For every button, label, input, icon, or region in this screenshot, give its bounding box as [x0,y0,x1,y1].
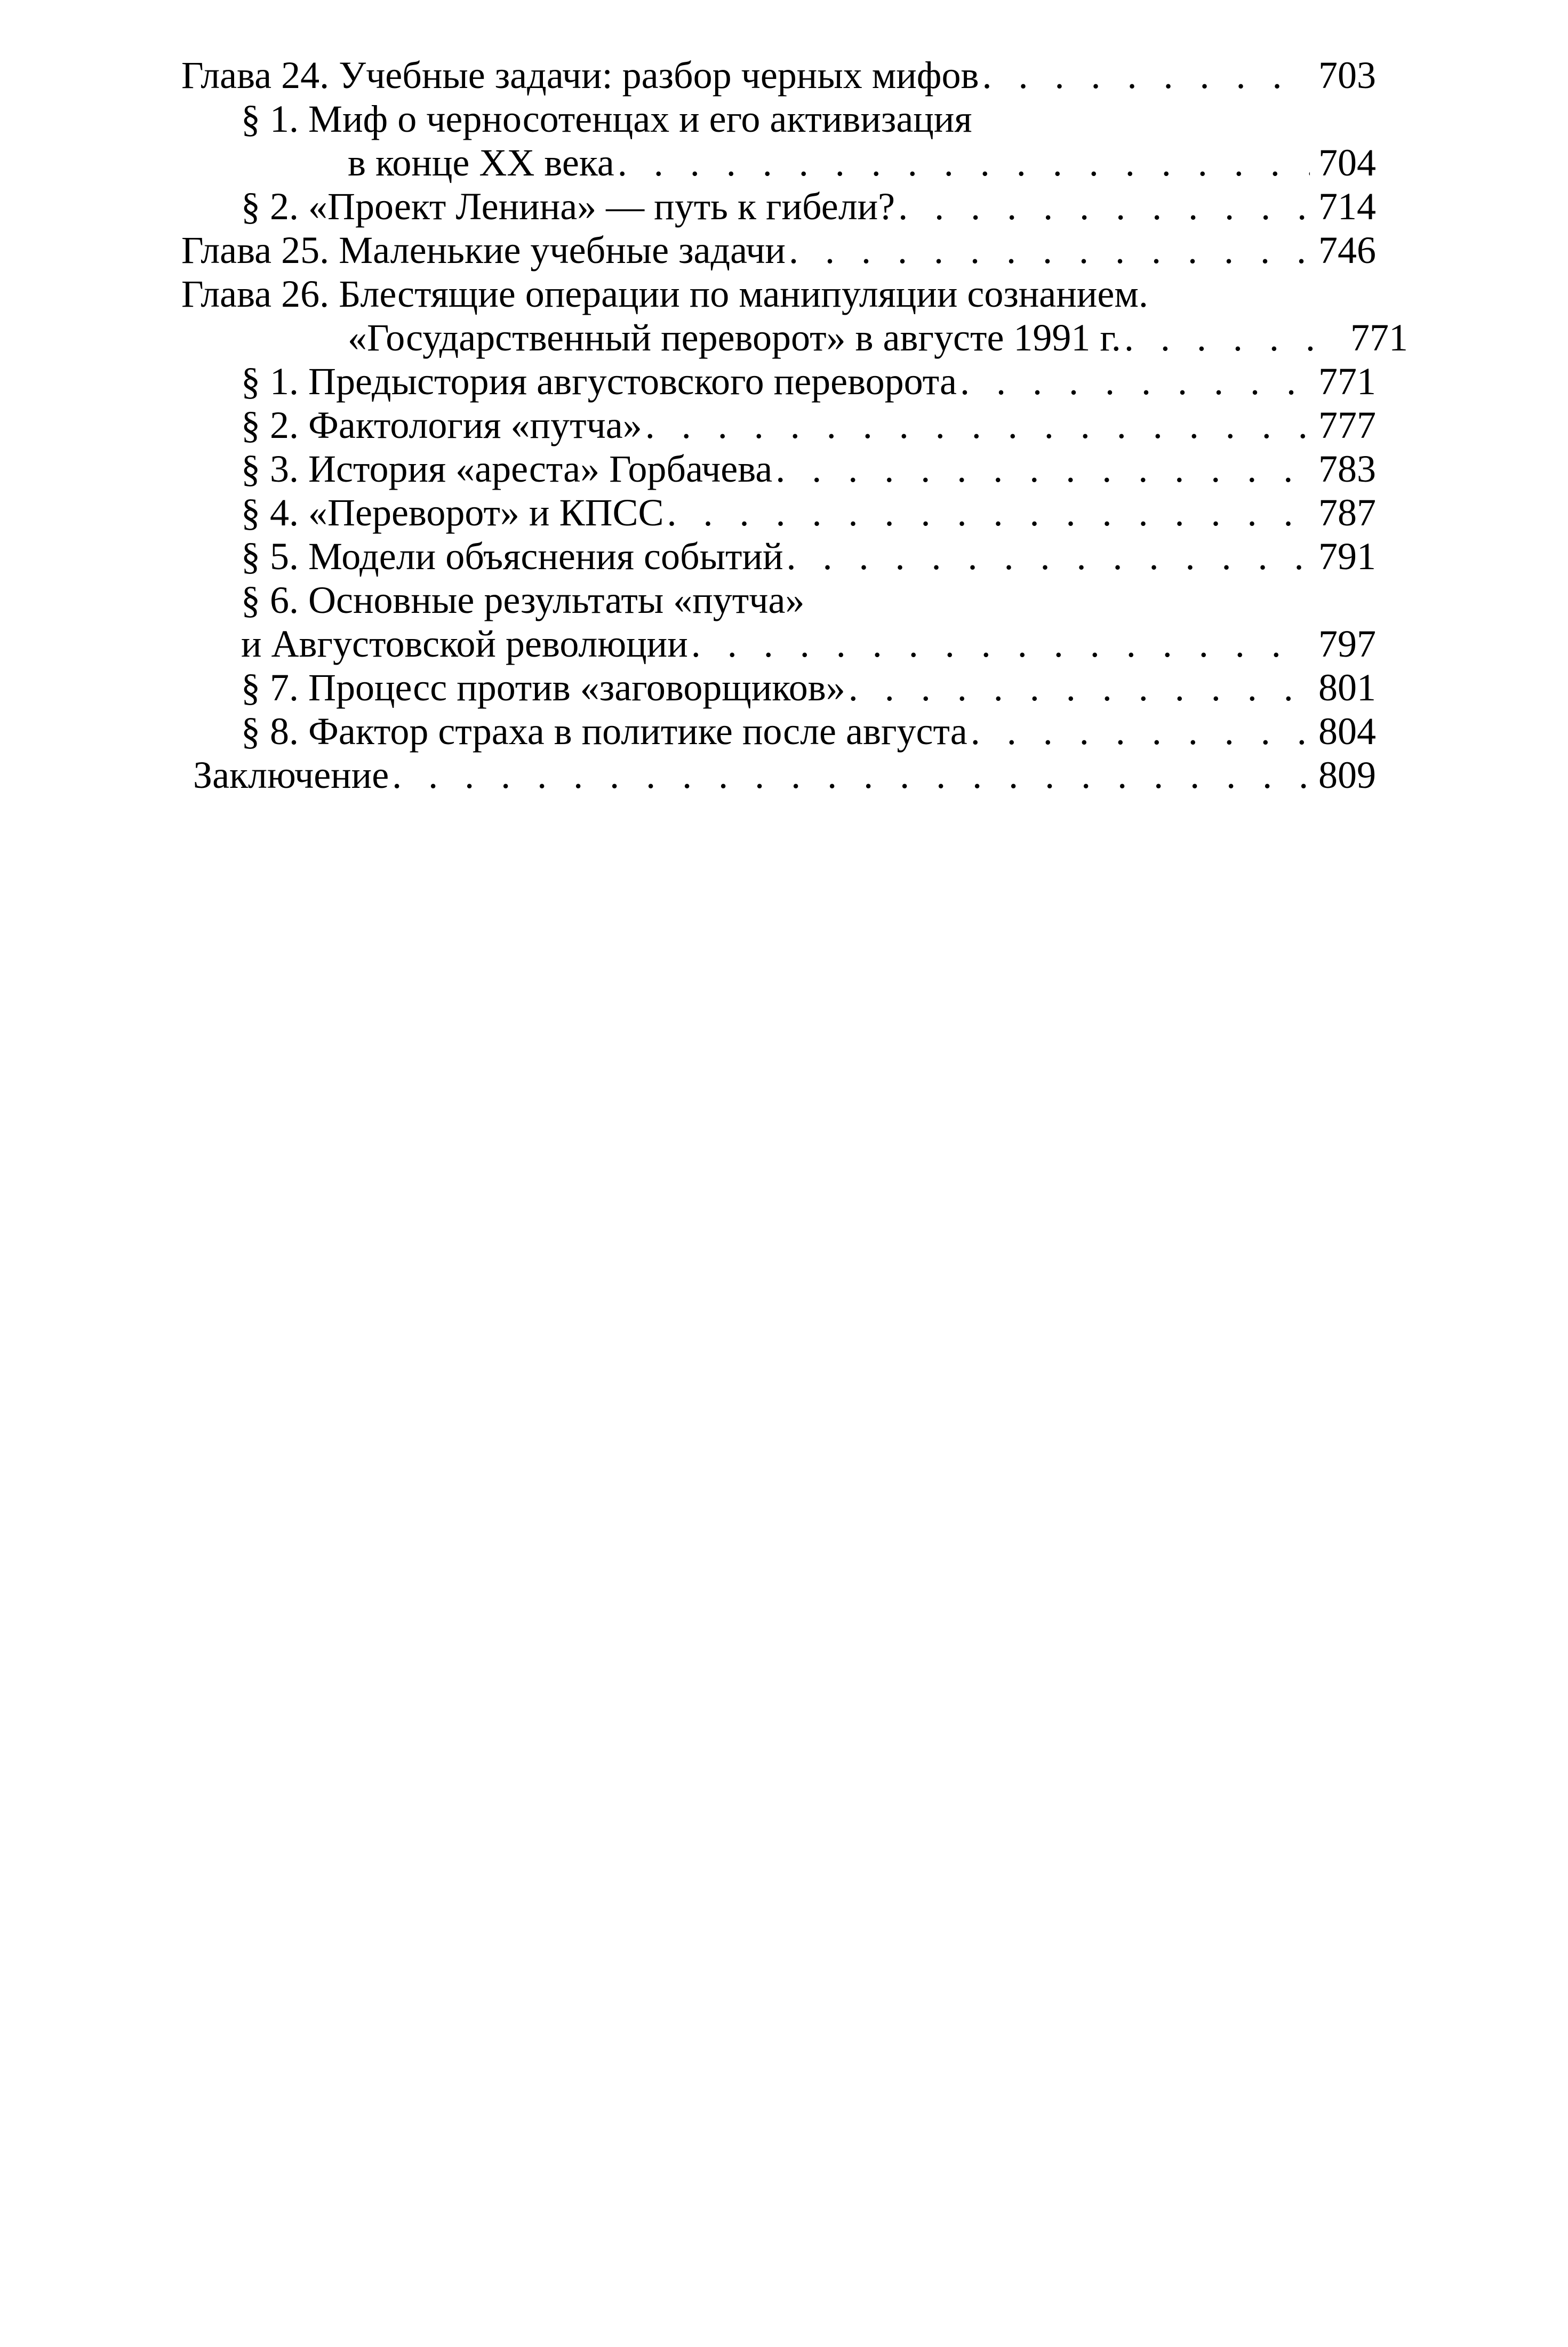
toc-entry-title: § 1. Миф о черносотенцах и его активизация [241,97,975,141]
toc-entry-title: § 4. «Переворот» и КПСС [241,491,667,534]
dot-leader [960,360,1310,403]
toc-entry-title: § 2. Фактология «путча» [241,403,645,447]
toc-entry-chapter-26[interactable] [181,272,1376,316]
toc-entry-continuation[interactable] [181,622,1376,666]
dot-leader [787,534,1310,578]
toc-entry-page: 809 [1318,754,1376,796]
toc-entry-page: 703 [1318,54,1376,97]
dot-leader [898,185,1310,228]
toc-entry-title: § 7. Процесс против «заговорщиков» [241,666,849,709]
toc-entry-page: 704 [1318,141,1376,184]
dot-leader [392,753,1310,797]
toc-entry-section-1[interactable] [181,360,1376,403]
toc-entry-title: и Августовской революции [241,622,691,666]
toc-entry-title: § 1. Предыстория августовского переворота [241,360,960,403]
toc-entry-continuation[interactable] [181,141,1376,185]
toc-entry-section-4[interactable] [181,491,1376,534]
toc-entry-chapter-24[interactable] [181,53,1376,97]
dot-leader [789,228,1310,272]
toc-entry-title: Глава 24. Учебные задачи: разбор черных мифов [181,53,982,97]
toc-entry-title: § 3. История «ареста» Горбачева [241,447,775,491]
dot-leader [849,666,1310,709]
toc-entry-title: Глава 26. Блестящие операции по манипуляции сознанием. [181,272,1151,316]
dot-leader [667,491,1310,534]
toc-entry-page: 791 [1318,535,1376,578]
toc-entry-title: Заключение [193,753,392,797]
toc-entry-page: 797 [1318,622,1376,665]
toc-entry-conclusion[interactable] [181,753,1376,797]
toc-entry-page: 714 [1318,185,1376,228]
toc-entry-section-6[interactable] [181,578,1376,622]
table-of-contents [181,53,1408,797]
toc-entry-title: § 6. Основные результаты «путча» [241,578,807,622]
toc-entry-title: § 2. «Проект Ленина» — путь к гибели? [241,185,898,228]
toc-entry-section-5[interactable] [181,534,1376,578]
toc-entry-section-1[interactable] [181,97,1376,141]
toc-entry-title: в конце XX века [348,141,618,185]
dot-leader [645,403,1310,447]
toc-entry-title: Глава 25. Маленькие учебные задачи [181,228,789,272]
toc-entry-section-2[interactable] [181,403,1376,447]
toc-entry-page: 746 [1318,229,1376,272]
toc-entry-section-7[interactable] [181,666,1376,709]
toc-entry-page: 771 [1318,360,1376,403]
toc-entry-page: 771 [1350,316,1408,359]
dot-leader [971,709,1310,753]
dot-leader [982,53,1310,97]
toc-entry-page: 783 [1318,448,1376,490]
toc-entry-section-2[interactable] [181,185,1376,228]
toc-entry-chapter-25[interactable] [181,228,1376,272]
dot-leader [1124,316,1342,360]
toc-entry-section-3[interactable] [181,447,1376,491]
toc-entry-page: 777 [1318,404,1376,446]
toc-entry-title: § 8. Фактор страха в политике после августа [241,709,971,753]
dot-leader [691,622,1310,666]
toc-entry-continuation[interactable] [181,316,1408,360]
toc-entry-page: 787 [1318,491,1376,534]
dot-leader [618,141,1310,185]
toc-entry-page: 801 [1318,666,1376,709]
toc-entry-section-8[interactable] [181,709,1376,753]
dot-leader [775,447,1310,491]
toc-entry-title: § 5. Модели объяснения событий [241,534,787,578]
toc-entry-page: 804 [1318,710,1376,753]
toc-entry-title: «Государственный переворот» в августе 1991 г. [348,316,1124,360]
